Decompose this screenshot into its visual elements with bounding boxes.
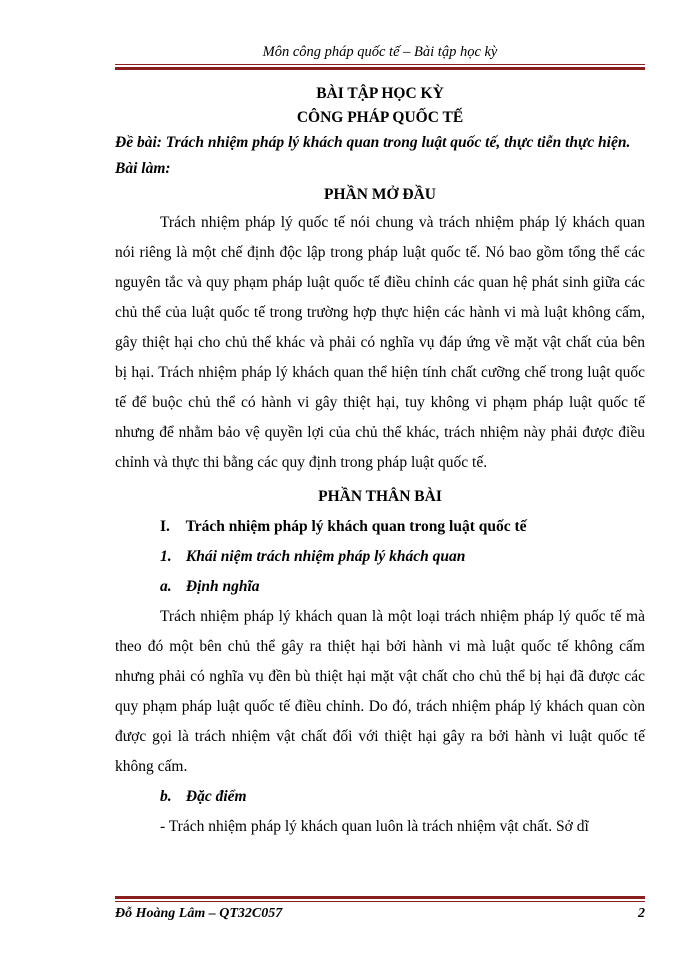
footer-rule-thin <box>115 901 645 902</box>
page-number: 2 <box>638 906 645 921</box>
header-rule-thin <box>115 64 645 65</box>
subsection-1-title: Khái niệm trách nhiệm pháp lý khách quan <box>185 548 466 565</box>
section-1-number: I. <box>160 518 170 535</box>
subsection-a-number: a. <box>160 578 172 595</box>
subsection-b-number: b. <box>160 788 172 805</box>
header-rule-thick <box>115 67 645 70</box>
subsection-a-heading <box>115 572 645 602</box>
definition-paragraph: Trách nhiệm pháp lý khách quan là một loại trách nhiệm pháp lý quốc tế mà theo đó một bên chủ thể gây ra thiệt hại bởi hành vi mà luật quốc tế không cấm nhưng phải có nghĩa vụ đền bù thiệt hại mặt vật chất cho chủ thể bị hại đã được các quy phạm pháp luật quốc tế điều chỉnh. Do đó, trách nhiệm pháp lý khách quan còn được gọi là trách nhiệm vật chất đối với thiệt hại gây ra bởi hành vi luật quốc tế không cấm. <box>115 608 645 775</box>
document-body <box>115 76 645 842</box>
subsection-b-heading <box>115 782 645 812</box>
section-1-heading <box>115 512 645 542</box>
subsection-a-title: Định nghĩa <box>185 578 260 595</box>
subsection-1-heading <box>115 542 645 572</box>
footer-author: Đỗ Hoàng Lâm – QT32C057 <box>115 906 283 921</box>
subsection-1-number: 1. <box>160 548 172 565</box>
intro-heading: PHẦN MỞ ĐẦU <box>324 186 436 203</box>
doc-title: BÀI TẬP HỌC KỲ <box>316 85 444 102</box>
body-heading: PHẦN THÂN BÀI <box>318 488 442 505</box>
feature-paragraph: - Trách nhiệm pháp lý khách quan luôn là trách nhiệm vật chất. Sở dĩ <box>160 818 589 835</box>
doc-subtitle: CÔNG PHÁP QUỐC TẾ <box>296 109 464 126</box>
work-label: Bài làm: <box>115 160 171 177</box>
section-1-title: Trách nhiệm pháp lý khách quan trong luật quốc tế <box>185 518 527 535</box>
topic: Đề bài: Trách nhiệm pháp lý khách quan trong luật quốc tế, thực tiễn thực hiện. <box>115 134 631 151</box>
page-header: Môn công pháp quốc tế – Bài tập học kỳ <box>262 44 498 60</box>
subsection-b-title: Đặc điểm <box>185 788 247 805</box>
intro-paragraph: Trách nhiệm pháp lý quốc tế nói chung và trách nhiệm pháp lý khách quan nói riêng là một chế định độc lập trong pháp luật quốc tế. Nó bao gồm tổng thể các nguyên tắc và quy phạm pháp luật quốc tế điều chỉnh các quan hệ phát sinh giữa các chủ thể của luật quốc tế trong trường hợp thực hiện các hành vi mà luật không cấm, gây thiệt hại cho chủ thể khác và phải có nghĩa vụ đáp ứng về mặt vật chất của bên bị hại. Trách nhiệm pháp lý khách quan thể hiện tính chất cưỡng chế trong luật quốc tế để buộc chủ thể có hành vi gây thiệt hại, tuy không vi phạm pháp luật quốc tế nhưng để nhằm bảo vệ quyền lợi của chủ thể khác, trách nhiệm này phải được điều chỉnh và thực thi bằng các quy định trong pháp luật quốc tế. <box>115 214 645 471</box>
footer-rule-thick <box>115 896 645 899</box>
